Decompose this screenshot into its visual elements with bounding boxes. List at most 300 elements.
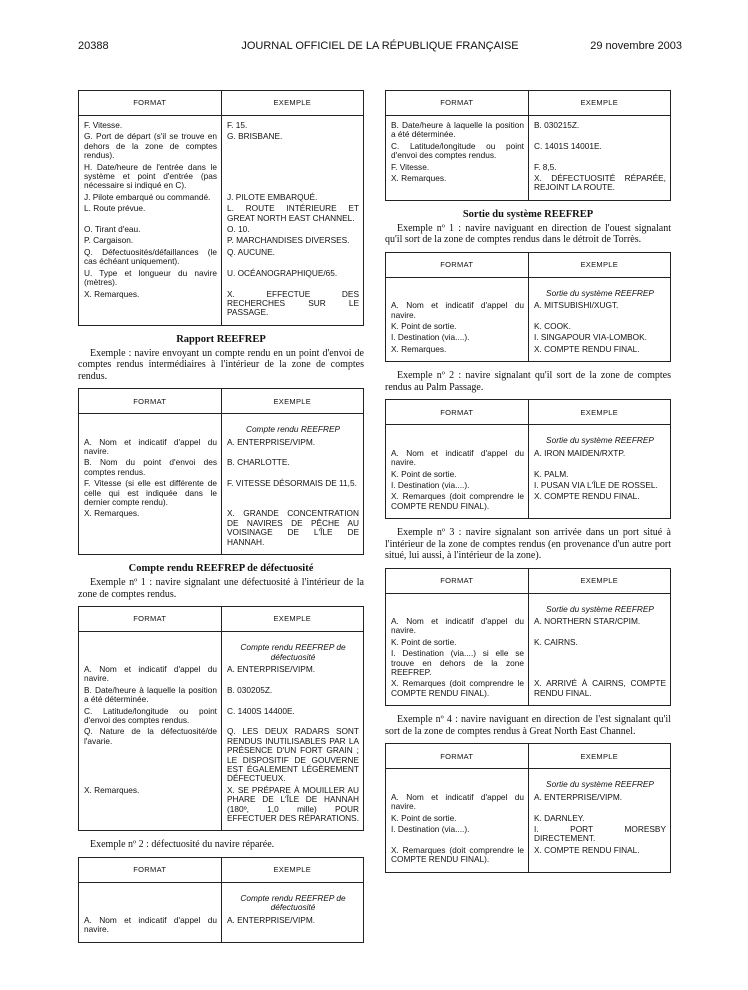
example-cell [529, 301, 670, 322]
format-table [78, 388, 364, 555]
field-text: X. EFFECTUE DES RECHERCHES SUR LE PASSAGE. [227, 288, 359, 318]
field-text: J. PILOTE EMBARQUÉ. [227, 191, 318, 202]
subtitle-row [79, 888, 363, 916]
format-cell [79, 707, 222, 728]
table-body [79, 116, 363, 325]
field-text: X. GRANDE CONCENTRATION DE NAVIRES DE PÊCHE AU VOISINAGE DE L'ÎLE DE HANNAH. [227, 508, 359, 547]
field-text: I. Destination (via....). [391, 332, 470, 343]
table-subtitle: Compte rendu REEFREP de défectuosité [240, 892, 346, 913]
example-cell [222, 509, 363, 549]
field-text: B. Date/heure à laquelle la position a été déterminée. [391, 120, 524, 140]
format-cell [386, 301, 529, 322]
field-item [391, 814, 524, 823]
field-item [84, 204, 217, 213]
table-subtitle: Sortie du système REEFREP [546, 435, 654, 446]
table-body [79, 632, 363, 830]
example-cell [529, 142, 670, 163]
field-text: B. Date/heure à laquelle la position a été déterminée. [84, 684, 217, 705]
table-row [386, 492, 670, 513]
field-text: X. SE PRÉPARE À MOUILLER AU PHARE DE L'ÎLE DE HANNAH (180º, 1,0 mille) POUR EFFECTUER DES RÉPARATIONS. [227, 784, 359, 823]
table-header [79, 91, 363, 116]
table-row [79, 509, 363, 549]
format-cell [386, 174, 529, 195]
format-cell [386, 345, 529, 356]
format-cell [386, 142, 529, 163]
field-item [534, 333, 666, 342]
field-item [84, 458, 217, 477]
field-text: B. CHARLOTTE. [227, 457, 290, 468]
table-row [386, 793, 670, 814]
field-text: X. COMPTE RENDU FINAL. [534, 491, 640, 502]
field-item [227, 479, 359, 488]
field-item [227, 509, 359, 547]
subtitle-row [386, 283, 670, 301]
format-table [385, 568, 671, 707]
field-text: F. VITESSE DÉSORMAIS DE 11,5. [227, 478, 357, 489]
field-text: A. ENTERPRISE/VIPM. [227, 914, 316, 925]
field-item [534, 142, 666, 151]
format-cell [79, 786, 222, 826]
field-item [534, 825, 666, 844]
example-cell [529, 617, 670, 638]
field-text: Q. Nature de la défectuosité/de l'avarie. [84, 726, 217, 746]
table-subtitle: Compte rendu REEFREP de défectuosité [240, 642, 346, 662]
table-row [386, 121, 670, 142]
example-header: EXEMPLE [580, 575, 619, 585]
field-text: U. Type et longueur du navire (mètres). [84, 267, 217, 288]
field-item [84, 438, 217, 457]
format-cell [386, 617, 529, 638]
table-header [386, 253, 670, 278]
field-item [84, 290, 217, 299]
table-row [79, 727, 363, 785]
format-cell [79, 937, 222, 942]
field-item [227, 686, 359, 695]
field-text: G. BRISBANE. [227, 131, 283, 142]
format-cell [79, 290, 222, 320]
spacer-row [79, 549, 363, 554]
field-item [84, 163, 217, 191]
field-text: K. CAIRNS. [534, 636, 578, 647]
field-text: B. Nom du point d'envoi des comptes rendus. [84, 457, 217, 477]
example-cell [222, 888, 363, 916]
table-header [79, 858, 363, 883]
field-text: A. ENTERPRISE/VIPM. [227, 663, 316, 674]
field-text: X. Remarques. [391, 343, 447, 354]
format-cell [386, 846, 529, 867]
table-row [79, 290, 363, 320]
example-cell [529, 867, 670, 872]
field-item [227, 665, 359, 674]
example-cell [222, 549, 363, 554]
field-text: K. COOK. [534, 321, 571, 332]
field-item [227, 269, 359, 278]
field-item [391, 679, 524, 698]
example-cell [529, 649, 670, 679]
example-cell [222, 320, 363, 325]
table-row [79, 248, 363, 269]
format-header: FORMAT [79, 91, 222, 115]
field-text: X. Remarques (doit comprendre le COMPTE RENDU FINAL). [391, 844, 524, 865]
format-table [385, 743, 671, 872]
field-item [391, 322, 524, 331]
format-table [78, 606, 364, 831]
format-cell [79, 438, 222, 459]
example-header: EXEMPLE [580, 260, 619, 270]
field-item [84, 121, 217, 130]
field-item [391, 825, 524, 834]
field-text: F. 8,5. [534, 161, 557, 172]
format-cell [386, 513, 529, 518]
field-text: A. Nom et indicatif d'appel du navire. [84, 436, 217, 457]
field-item [227, 438, 359, 447]
spacer-row [386, 195, 670, 200]
example-cell [529, 513, 670, 518]
format-cell [79, 204, 222, 225]
field-text: I. Destination (via....). [391, 823, 470, 834]
field-text: X. COMPTE RENDU FINAL. [534, 343, 640, 354]
field-text: B. 030215Z. [534, 120, 580, 130]
field-text: K. Point de sortie. [391, 812, 457, 823]
table-row [386, 846, 670, 867]
example-cell [222, 825, 363, 830]
section-heading: Sortie du système REEFREP [462, 208, 594, 220]
format-cell [386, 449, 529, 470]
example-header: EXEMPLE [580, 98, 619, 108]
subtitle-row [386, 599, 670, 617]
example-cell [529, 599, 670, 617]
table-row [79, 163, 363, 193]
format-table [78, 857, 364, 943]
example-cell [222, 686, 363, 707]
example-cell [222, 637, 363, 665]
field-item [534, 638, 666, 647]
field-item [84, 479, 217, 507]
example-cell [529, 774, 670, 792]
field-item [391, 449, 524, 468]
table-row [386, 617, 670, 638]
field-text: O. Tirant d'eau. [84, 224, 141, 235]
spacer-row [79, 937, 363, 942]
table-row [386, 142, 670, 163]
table-header [79, 607, 363, 632]
field-item [84, 916, 217, 935]
example-header: EXEMPLE [273, 614, 312, 624]
format-cell [79, 825, 222, 830]
format-cell [79, 248, 222, 269]
example-cell [529, 449, 670, 470]
table-row [79, 438, 363, 459]
spacer-row [386, 356, 670, 361]
table-row [79, 665, 363, 686]
page-number: 20388 [78, 40, 109, 52]
field-text: A. ENTERPRISE/VIPM. [227, 436, 316, 447]
example-header: EXEMPLE [580, 407, 619, 417]
format-cell [79, 916, 222, 937]
field-item [84, 686, 217, 705]
format-header: FORMAT [386, 400, 529, 424]
section-heading: Compte rendu REEFREP de défectuosité [128, 563, 314, 575]
format-cell [79, 509, 222, 549]
field-text: K. PALM. [534, 468, 569, 479]
field-item [227, 458, 359, 467]
table-subtitle: Sortie du système REEFREP [546, 779, 654, 790]
field-text: P. Cargaison. [84, 235, 134, 246]
field-item [391, 649, 524, 677]
field-item [227, 121, 359, 130]
format-cell [386, 356, 529, 361]
spacer-row [386, 513, 670, 518]
field-item [391, 492, 524, 511]
table-body [386, 594, 670, 706]
format-cell [386, 867, 529, 872]
field-item [84, 269, 217, 288]
table-header [79, 389, 363, 414]
field-text: A. Nom et indicatif d'appel du navire. [391, 616, 524, 636]
format-cell [79, 549, 222, 554]
field-item [391, 163, 524, 172]
format-cell [386, 774, 529, 792]
table-row [79, 686, 363, 707]
field-item [534, 481, 666, 490]
table-row [386, 449, 670, 470]
field-text: X. DÉFECTUOSITÉ RÉPARÉE, REJOINT LA ROUTE. [534, 173, 666, 193]
table-header [386, 91, 670, 116]
page-header [78, 40, 682, 56]
field-item [84, 665, 217, 684]
format-cell [386, 700, 529, 705]
field-text: J. Pilote embarqué ou commandé. [84, 191, 211, 202]
table-subtitle: Compte rendu REEFREP [245, 424, 341, 435]
field-text: G. Port de départ (s'il se trouve en dehors de la zone de comptes rendus). [84, 131, 217, 161]
format-cell [386, 195, 529, 200]
field-text: A. Nom et indicatif d'appel du navire. [391, 300, 524, 320]
field-text: Q. AUCUNE. [227, 246, 275, 257]
field-text: A. Nom et indicatif d'appel du navire. [84, 914, 217, 935]
field-text: X. COMPTE RENDU FINAL. [534, 844, 640, 855]
field-item [227, 727, 359, 783]
subtitle-row [386, 774, 670, 792]
example-header: EXEMPLE [273, 865, 312, 875]
example-cell [529, 679, 670, 700]
format-cell [386, 649, 529, 679]
format-cell [386, 825, 529, 846]
issue-date: 29 novembre 2003 [590, 40, 682, 52]
field-text: A. NORTHERN STAR/CPIM. [534, 616, 641, 627]
format-cell [79, 269, 222, 290]
table-body [386, 425, 670, 518]
format-cell [79, 665, 222, 686]
field-text: C. 1400S 14400E. [227, 705, 295, 716]
field-text: A. IRON MAIDEN/RXTP. [534, 447, 626, 458]
field-text: C. Latitude/longitude ou point d'envoi des comptes rendus. [391, 140, 524, 161]
table-row [79, 479, 363, 509]
field-text: X. Remarques. [84, 288, 140, 299]
example-cell [529, 195, 670, 200]
field-item [227, 132, 359, 141]
example-cell [222, 916, 363, 937]
field-item [84, 727, 217, 746]
table-row [79, 707, 363, 728]
example-cell [222, 937, 363, 942]
field-text: O. 10. [227, 224, 250, 235]
example-cell [529, 638, 670, 649]
field-text: I. PORT MORESBY DIRECTEMENT. [534, 823, 666, 844]
example-cell [529, 283, 670, 301]
table-row [386, 679, 670, 700]
example-text: Exemple : navire envoyant un compte rendu en un point d'envoi de comptes rendus intermédiaires à l'intérieur de la zone de comptes rendus. [78, 347, 364, 382]
example-text: Exemple nº 2 : navire signalant qu'il sort de la zone de comptes rendus au Palm Passage. [385, 370, 671, 393]
field-item [84, 236, 217, 245]
field-text: I. PUSAN VIA L'ÎLE DE ROSSEL. [534, 479, 658, 490]
field-item [227, 236, 359, 245]
field-item [227, 204, 359, 223]
field-text: K. DARNLEY. [534, 812, 585, 823]
field-text: Q. Défectuosités/défaillances (le cas échéant uniquement). [84, 246, 217, 267]
spacer-row [79, 825, 363, 830]
field-item [391, 793, 524, 812]
example-cell [222, 458, 363, 479]
field-item [534, 449, 666, 458]
field-text: X. ARRIVÉ À CAIRNS, COMPTE RENDU FINAL. [534, 678, 666, 698]
table-body [386, 278, 670, 361]
field-item [84, 132, 217, 160]
field-item [534, 301, 666, 310]
example-cell [222, 290, 363, 320]
example-cell [529, 492, 670, 513]
field-item [391, 333, 524, 342]
format-cell [386, 793, 529, 814]
format-cell [79, 458, 222, 479]
field-text: A. ENTERPRISE/VIPM. [534, 791, 623, 802]
example-text: Exemple nº 1 : navire signalant une défectuosité à l'intérieur de la zone de comptes rendus. [78, 577, 364, 600]
journal-title: JOURNAL OFFICIEL DE LA RÉPUBLIQUE FRANÇAISE [241, 40, 519, 52]
table-row [79, 786, 363, 826]
field-item [84, 193, 217, 202]
field-item [534, 679, 666, 698]
format-cell [386, 430, 529, 448]
format-header: FORMAT [386, 253, 529, 277]
example-cell [222, 269, 363, 290]
example-cell [529, 121, 670, 142]
table-header [386, 744, 670, 769]
format-header: FORMAT [79, 858, 222, 882]
format-cell [79, 479, 222, 509]
field-item [84, 707, 217, 726]
field-text: X. Remarques. [391, 173, 447, 184]
field-text: A. Nom et indicatif d'appel du navire. [391, 447, 524, 468]
example-cell [529, 846, 670, 867]
format-cell [79, 320, 222, 325]
table-body [386, 769, 670, 871]
subtitle-row [386, 430, 670, 448]
table-row [386, 345, 670, 356]
field-text: K. Point de sortie. [391, 636, 457, 647]
field-item [534, 121, 666, 130]
table-row [386, 174, 670, 195]
field-item [391, 121, 524, 140]
format-table [78, 90, 364, 326]
field-text: Q. LES DEUX RADARS SONT RENDUS INUTILISABLES PAR LA PRÉSENCE D'UN FORT GRAIN ; LE DISPOSITIF DE GOUVERNE EST ÉGALEMENT LÉGÈREMENT DÉFECTUEUX. [227, 726, 359, 784]
right-column [385, 90, 671, 881]
field-item [391, 345, 524, 354]
example-cell [529, 174, 670, 195]
example-cell [529, 825, 670, 846]
field-text: X. Remarques (doit comprendre le COMPTE RENDU FINAL). [391, 491, 524, 511]
example-cell [222, 479, 363, 509]
format-cell [79, 419, 222, 437]
field-item [534, 163, 666, 172]
field-text: C. Latitude/longitude ou point d'envoi des comptes rendus. [84, 705, 217, 725]
field-item [391, 846, 524, 865]
example-cell [222, 707, 363, 728]
example-cell [222, 727, 363, 785]
example-cell [529, 430, 670, 448]
field-text: X. Remarques. [84, 508, 140, 519]
field-item [534, 322, 666, 331]
format-cell [79, 686, 222, 707]
table-row [386, 825, 670, 846]
field-text: H. Date/heure de l'entrée dans le système et point d'entrée (pas nécessaire si indiqué en C). [84, 161, 217, 191]
field-item [227, 290, 359, 318]
field-text: X. Remarques. [84, 784, 140, 795]
format-table [385, 399, 671, 519]
field-item [534, 470, 666, 479]
table-body [386, 116, 670, 200]
section-heading: Rapport REEFREP [176, 333, 266, 345]
field-text: U. OCÉANOGRAPHIQUE/65. [227, 267, 338, 278]
table-subtitle: Sortie du système REEFREP [546, 603, 654, 614]
field-item [84, 225, 217, 234]
field-text: K. Point de sortie. [391, 321, 457, 332]
example-header: EXEMPLE [273, 396, 312, 406]
format-header: FORMAT [386, 91, 529, 115]
field-text: L. ROUTE INTÉRIEURE ET GREAT NORTH EAST CHANNEL. [227, 203, 359, 223]
example-cell [222, 665, 363, 686]
field-item [227, 193, 359, 202]
field-text: B. 030205Z. [227, 684, 273, 695]
field-item [391, 470, 524, 479]
table-subtitle: Sortie du système REEFREP [546, 287, 654, 298]
spacer-row [386, 867, 670, 872]
example-cell [529, 345, 670, 356]
table-row [79, 204, 363, 225]
subtitle-row [79, 419, 363, 437]
field-text: X. Remarques (doit comprendre le COMPTE RENDU FINAL). [391, 678, 524, 698]
example-text: Exemple nº 1 : navire naviguant en direction de l'ouest signalant qu'il sort de la zone de comptes rendus dans le détroit de Torrès. [385, 222, 671, 246]
field-item [534, 814, 666, 823]
table-row [79, 458, 363, 479]
example-header: EXEMPLE [273, 98, 312, 108]
table-row [386, 649, 670, 679]
subtitle-row [79, 637, 363, 665]
field-text: I. Destination (via....) si elle se trouve en dehors de la zone REEFREP. [391, 648, 524, 678]
field-text: A. Nom et indicatif d'appel du navire. [84, 663, 217, 684]
example-cell [222, 132, 363, 162]
example-cell [222, 438, 363, 459]
format-cell [79, 163, 222, 193]
field-item [84, 509, 217, 518]
example-text: Exemple nº 4 : navire naviguant en direction de l'est signalant qu'il sort de la zone de comptes rendus à Great North East Channel. [385, 714, 671, 737]
field-text: F. Vitesse. [84, 120, 123, 130]
format-cell [79, 888, 222, 916]
format-cell [386, 492, 529, 513]
field-item [84, 786, 217, 795]
field-item [391, 617, 524, 636]
format-cell [79, 637, 222, 665]
field-item [534, 345, 666, 354]
field-item [391, 638, 524, 647]
